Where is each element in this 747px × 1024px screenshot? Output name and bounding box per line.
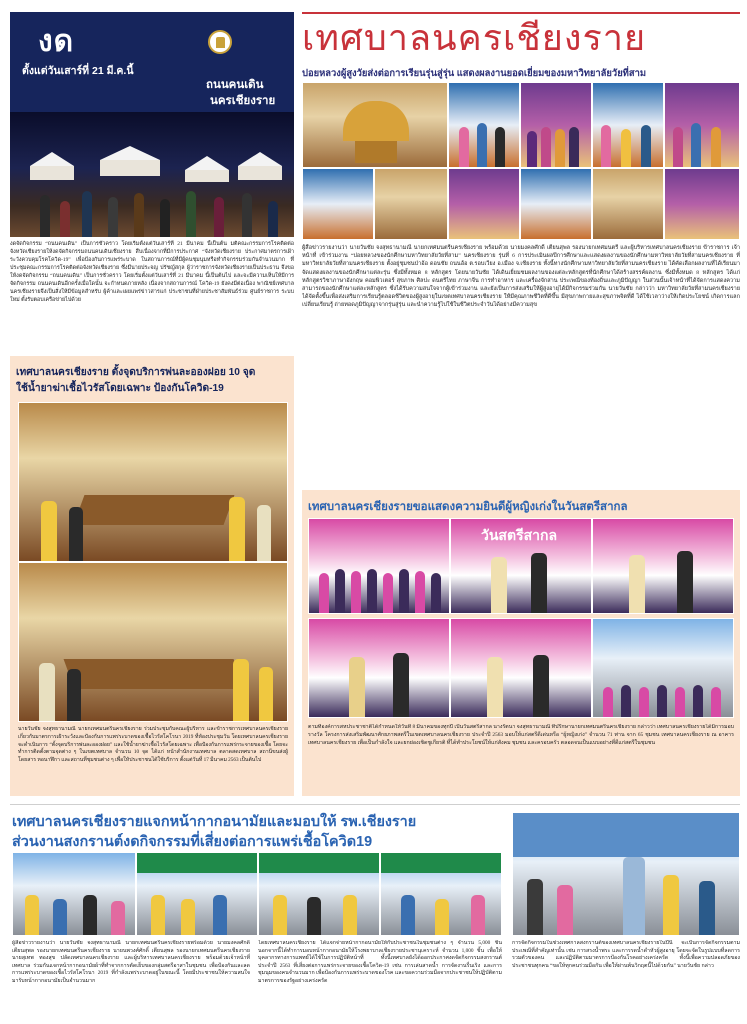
- article1-photo-group-1: [520, 82, 592, 168]
- article4-rule: [10, 804, 740, 805]
- photo-banner-text: วันสตรีสากล: [481, 527, 558, 543]
- article4-photo-3: [258, 852, 380, 936]
- article4-column-1: ผู้สื่อข่าวรายงานว่า นายวันชัย จงสุทธานามณี นายกเทศมนตรีนครเชียงรายพร้อมด้วย นายมงคลศักดิ์ เตียนสุพล รองนายกเทศมนตรีนครเชียงราย นายนพวงศ์ศักดิ์ เตียนสุพล รองนายกเทศมนตรีนครเชียงราย นายสุเทพ ทองสุข ปลัดเทศบาลนครเชียงราย และผู้บริหารเทศบาลนครเชียงราย พร้อมด้วยเจ้าหน้าที่เทศบาล ร่วมกันแจกหน้ากากอนามัยผ้าที่ทำจากการตัดเย็บของกลุ่มสตรีอาสาในชุมชน เพื่อป้องกันและลดการแพร่ระบาดของเชื้อไวรัสโคโรนา 2019 ที่กำลังแพร่ระบาดอยู่ในขณะนี้ โดยมีประชาชนให้ความสนใจมารับหน้ากากอนามัยเป็นจำนวนมาก: [12, 940, 250, 984]
- promo-start-date: ตั้งแต่วันเสาร์ที่ 21 มี.ค.นี้: [22, 65, 134, 77]
- article4-column-2: โดยเทศบาลนครเชียงราย ได้แจกจ่ายหน้ากากอนามัยให้กับประชาชนในชุมชนต่าง ๆ จำนวน 5,000 ชิ้น นอกจากนี้ได้ทำการมอบหน้ากากอนามัยให้โรงพยาบาลเชียงรายประชานุเคราะห์ จำนวน 1,000 ชิ้น เพื่อให้บุคลากรทางการแพทย์ได้ใช้ในการปฏิบัติหน้าที่ ทั้งนี้เทศบาลยังได้ออกประกาศงดจัดกิจกรรมสงกรานต์ ประจำปี 2563 ที่เสี่ยงต่อการแพร่กระจายของเชื้อโควิด-19 เช่น การเล่นสาดน้ำ การจัดงานรื่นเริง และการชุมนุมของคนจำนวนมาก เพื่อป้องกันการแพร่ระบาดของโรค และขอความร่วมมือจากประชาชนให้ปฏิบัติตามมาตรการของรัฐอย่างเคร่งครัด: [258, 940, 502, 984]
- street-name-line-1: ถนนคนเดิน: [206, 79, 264, 91]
- article1-photo-altar: [302, 82, 448, 168]
- article2-headline-line-2: ใช้น้ำยาฆ่าเชื้อไวรัสโดยเฉพาะ ป้องกันโควิด-19: [16, 383, 224, 394]
- article4-photo-large: [512, 812, 740, 936]
- article4-headline-line-1: เทศบาลนครเชียงรายแจกหน้ากากอนามัยและมอบให้ รพ.เชียงราย: [12, 814, 417, 830]
- article2-caption: นายวันชัย จงสุทธานามณี นายกเทศมนตรีนครเชียงราย ร่วมประชุมกับคณะผู้บริหาร และข้าราชการเทศบาลนครเชียงราย เกี่ยวกับมาตรการเฝ้าระวังและป้องกันการแพร่ระบาดของเชื้อไวรัสโคโรนา 2019 ที่ห้องประชุมวัน โดยเทศบาลนครเชียงราย จะดำเนินการ “ตั้งจุดบริการพ่นละอองฝอย” และใช้น้ำยาฆ่าเชื้อไวรัสโดยเฉพาะ เพื่อป้องกันการแพร่กระจายของเชื้อ โดยจะทำการติดตั้งตามจุดต่าง ๆ ในเขตเทศบาล จำนวน 10 จุด ได้แก่ หน้าสำนักงานเทศบาล ตลาดสดเทศบาล สถานีขนส่งผู้โดยสาร หอนาฬิกา และสถานที่ชุมชนต่าง ๆ เพื่อให้ประชาชนได้ใช้บริการ ตั้งแต่วันที่ 17 มีนาคม 2563 เป็นต้นไป: [18, 726, 288, 764]
- article3-photo-award-4: [450, 618, 592, 718]
- article4-headline-line-2: ส่วนงานสงกรานต์งดกิจกรรมที่เสี่ยงต่อการแพร่เชื้อโควิด19: [12, 834, 373, 850]
- article1-photo-booth-2: [592, 82, 664, 168]
- article3-caption: ตามที่องค์การสหประชาชาติได้กำหนดให้วันที่ 8 มีนาคมของทุกปี เป็นวันสตรีสากล นางรัตนา จงสุทธานามณี ที่ปรึกษานายกเทศมนตรีนครเชียงราย กล่าวว่า เทศบาลนครเชียงรายได้มีการมอบรางวัล โครงการส่งเสริมพัฒนาศักยภาพสตรีในเขตเทศบาลนครเชียงราย ประจำปี 2563 มอบให้แก่สตรีดีเด่นหรือ “ผู้หญิงเก่ง” จำนวน 71 ท่าน จาก 65 ชุมชน เทศบาลนครเชียงราย ณ อาคารเทศบาลนครเชียงราย เพื่อเป็นกำลังใจ และยกย่องเชิดชูเกียรติ ที่ได้ทำประโยชน์ให้แก่สังคม ชุมชน และครอบครัว ตลอดจนเป็นแบบอย่างที่ดีแก่สตรีในชุมชน: [308, 724, 734, 746]
- article3-headline: เทศบาลนครเชียงรายขอแสดงความยินดีผู้หญิงเก่งในวันสตรีสากล: [308, 501, 628, 513]
- article4-photo-2: [136, 852, 258, 936]
- article1-photo-grid: [302, 82, 740, 240]
- article4-photo-1: [12, 852, 136, 936]
- article1-photo-exhibit-5: [592, 168, 664, 240]
- article2-headline-line-1: เทศบาลนครเชียงราย ตั้งจุดบริการพ่นละอองฝอย 10 จุด: [16, 367, 256, 378]
- municipal-seal-icon: [208, 30, 232, 54]
- article3-photo-award-2: [592, 518, 734, 614]
- article1-photo-group-2: [664, 82, 740, 168]
- article1-photo-exhibit-4: [520, 168, 592, 240]
- article1-photo-exhibit-3: [448, 168, 520, 240]
- article3-photo-grid: [308, 518, 734, 718]
- promo-panel: [10, 12, 294, 237]
- article2-photo-meeting-2: [18, 562, 288, 722]
- article1-photo-exhibit-2: [374, 168, 448, 240]
- article1-body: ผู้สื่อข่าวรายงานว่า นายวันชัย จงสุทธานามณี นายกเทศมนตรีนครเชียงราย พร้อมด้วย นายมงคลศักดิ์ เตียนสุพล รองนายกเทศมนตรี และผู้บริหารเทศบาลนครเชียงราย ข้าราชการ เจ้าหน้าที่ เข้าร่วมงาน “ปอยหลวงของนักศึกษามหาวิทยาลัยวัยที่สาม” นครเชียงราย รุ่นที่ 6 การประเมินผลปีการศึกษาและแสดงผลงานของนักศึกษามหาวิทยาลัยวัยที่สามนครเชียงราย ที่มหาวิทยาลัยวัยที่สามนครเชียงราย ตั้งอยู่ชุมชนป่าอ้อ ดอนชัย ถนนอ้อ ต.รอบเวียง อ.เมือง จ.เชียงราย ทั้งนี้ทางนักศึกษามหาวิทยาลัยวัยที่สามนครเชียงราย ได้คัดเลือกผลงานที่ได้เรียนมา จัดแสดงผลงานของนักศึกษาแต่ละรุ่น ซึ่งมีทั้งหมด 8 หลักสูตร โดยนายวันชัย ได้เดินเยี่ยมชมผลงานของแต่ละหลักสูตรที่นักศึกษาได้สร้างสรรค์ผลงาน ซึ่งมีทั้งหมด 8 หลักสูตร ได้แก่ หลักสูตรวิชาภาษาอังกฤษ คอมพิวเตอร์ สุขภาพ ศิลปะ ดนตรีไทย ภาษาจีน การทำอาหาร และเครื่องจักสาน ประเพณีของท้องถิ่นและภูมิปัญญา ในส่วนนั้นเจ้าหน้าที่ได้จัดการแสดงความสามารถของนักศึกษาแต่ละหลักสูตร ซึ่งได้รับความสนใจจากผู้เข้าร่วมงาน และยังเป็นการส่งเสริมให้ผู้สูงอายุได้มีกิจกรรมร่วมกัน นายวันชัย กล่าวว่า มหาวิทยาลัยวัยที่สามนครเชียงราย ได้จัดตั้งขึ้นเพื่อส่งเสริมการเรียนรู้ตลอดชีวิตของผู้สูงอายุในเขตเทศบาลนครเชียงราย ให้มีคุณภาพชีวิตที่ดีขึ้น มีสุขภาพกายและสุขภาพจิตที่ดี ได้ใช้เวลาว่างให้เกิดประโยชน์ เกิดการแลกเปลี่ยนเรียนรู้ ถ่ายทอดภูมิปัญญาจากรุ่นสู่รุ่น และนำความรู้ไปใช้ในชีวิตประจำวันได้อย่างมีความสุข: [302, 245, 740, 309]
- promo-badge: งด: [38, 25, 75, 58]
- article1-headline: ปอยหลวงผู้สูงวัยส่งต่อการเรียนรุ่นสู่รุ่น แสดงผลงานยอดเยี่ยมของมหาวิทยาลัยวัยที่สาม: [302, 67, 647, 78]
- masthead-title: เทศบาลนครเชียงราย: [302, 17, 647, 58]
- article4-photo-4: [380, 852, 502, 936]
- article3-photo-award-1: [450, 518, 592, 614]
- article1-photo-booth-1: [448, 82, 520, 168]
- promo-caption: งดจัดกิจกรรม “ถนนคนเดิน” เป็นการชั่วคราว โดยเริ่มตั้งแต่วันเสาร์ที่ 21 มีนาคม นี้เป็นต้น มติคณะกรรมการโรคติดต่อจังหวัดเชียงรายให้งดจัดกิจกรรมถนนคนเดินเชียงราย สืบเนื่องจากที่มีการประกาศ “จังหวัดเชียงราย ประกาศมาตรการเฝ้าระวังควบคุมโรคโควิด-19” เพื่อป้องกันการแพร่ระบาด ในสถานการณ์ที่มีผู้คนชุมนุมหรือทำกิจกรรมร่วมกันจำนวนมาก ที่ประชุมคณะกรรมการโรคติดต่อจังหวัดเชียงราย ซึ่งมีนายประจญ ปรัชญ์สกุล ผู้ว่าราชการจังหวัดเชียงรายเป็นประธาน จึงขอให้งดจัดกิจกรรม “ถนนคนเดิน” เป็นการชั่วคราว โดยเริ่มตั้งแต่วันเสาร์ที่ 21 มีนาคม นี้เป็นต้นไป และจะมีความเห็นให้มีการจัดกิจกรรม ถนนคนเดินอีกครั้งเมื่อใดนั้น จะกำหนดภายหลัง เนื่องจากสถานการณ์ โควิด-19 ยังคงมีต่อเนื่อง พาณิชย์เทศบาลนครเชียงรายจึงเป็นสิ่งให้มีข้อมูลสำหรับ ผู้ค้าและเผยแพร่ข่าวสารแก่ ประชาชนที่ฝ่ายประชาสัมพันธ์ร่วม ศูนย์ราชการ ระบบใหม่ ตั้งรับตอบเครือข่ายไปด้วย: [10, 241, 294, 303]
- article3-photo-audience: [592, 618, 734, 718]
- night-market-photo: [10, 112, 294, 237]
- article1-photo-exhibit-1: [302, 168, 374, 240]
- street-name-line-2: นครเชียงราย: [210, 95, 276, 107]
- article4-photo-strip: [12, 852, 502, 936]
- article3-photo-group: [308, 518, 450, 614]
- article4-column-3: การจัดกิจกรรมในช่วงเทศกาลสงกรานต์ของเทศบาลนครเชียงรายในปีนี้ จะเป็นการจัดกิจกรรมตามประเพณีที่สำคัญเท่านั้น เช่น การสรงน้ำพระ และการรดน้ำดำหัวผู้สูงอายุ โดยจะจัดในรูปแบบที่ลดการรวมตัวของคน และปฏิบัติตามมาตรการป้องกันโรคอย่างเคร่งครัด ทั้งนี้เพื่อความปลอดภัยของประชาชนทุกคน “ขอให้ทุกคนร่วมมือกัน เพื่อให้ผ่านพ้นวิกฤตนี้ไปด้วยกัน” นายวันชัย กล่าว: [512, 940, 740, 969]
- article2-photo-meeting-1: [18, 402, 288, 562]
- article3-photo-award-3: [308, 618, 450, 718]
- article1-photo-exhibit-6: [664, 168, 740, 240]
